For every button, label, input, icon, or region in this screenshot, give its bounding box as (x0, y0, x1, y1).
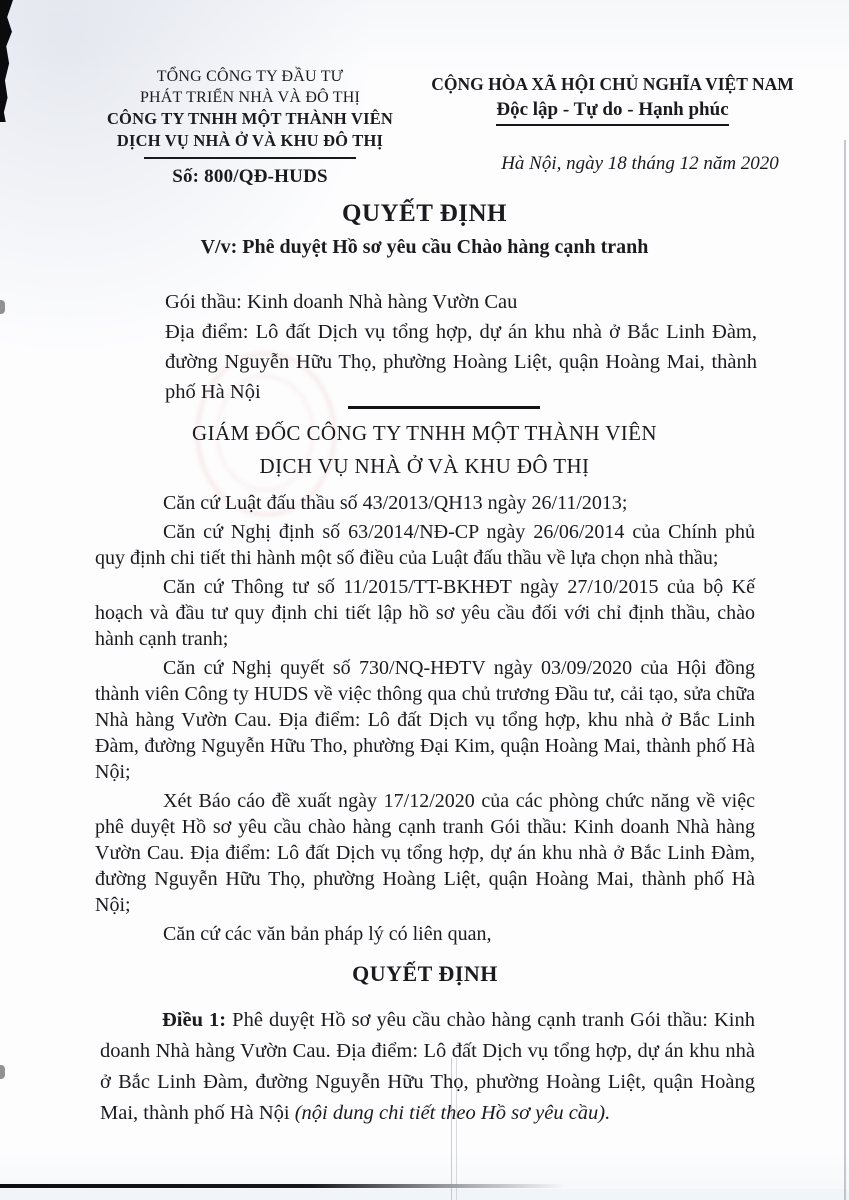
company-name: DỊCH VỤ NHÀ Ở VÀ KHU ĐÔ THỊ (116, 131, 384, 150)
document-title-block (0, 200, 849, 259)
article-1-label: Điều 1: (162, 1009, 227, 1031)
scan-edge-artifact (0, 300, 5, 314)
scan-edge-artifact (0, 1065, 5, 1079)
scan-edge-artifact (0, 0, 13, 122)
scan-edge-artifact (844, 140, 846, 1200)
article-1-text: Phê duyệt Hồ sơ yêu cầu chào hàng cạnh tranh Gói thầu: Kinh doanh Nhà hàng Vườn Cau. Địa điểm: Lô đất Dịch vụ tổng hợp, dự án khu nhà ở Bắc Linh Đàm, đường Nguyễn Hữu Thọ, phường Hoàng Liệt, quận Hoàng Mai, thành phố Hà Nội (100, 1009, 756, 1124)
recital-paragraph: Căn cứ Nghị quyết số 730/NQ-HĐTV ngày 03/09/2020 của Hội đồng thành viên Công ty HUDS về việc thông qua chủ trương Đầu tư, cải tạo, sửa chữa Nhà hàng Vườn Cau. Địa điểm: Lô đất Dịch vụ tổng hợp, khu nhà ở Bắc Linh Đàm, đường Nguyễn Hữu Tho, phường Đại Kim, quận Hoàng Mai, thành phố Hà Nội; (95, 657, 755, 783)
article-1-paragraph (100, 1005, 755, 1129)
parent-org-name: TỔNG CÔNG TY ĐẦU TƯ (156, 68, 344, 85)
scan-bottom-band (0, 1189, 849, 1200)
section-divider-line (348, 406, 540, 409)
issuer-heading-line: DỊCH VỤ NHÀ Ở VÀ KHU ĐÔ THỊ (259, 454, 590, 478)
company-name: CÔNG TY TNHH MỘT THÀNH VIÊN (106, 109, 394, 128)
bid-package-block (165, 287, 757, 407)
document-body (95, 490, 755, 1129)
scan-bottom-line-artifact (0, 1184, 565, 1188)
issuer-heading (0, 417, 849, 483)
place-and-date: Hà Nội, ngày 18 tháng 12 năm 2020 (501, 153, 779, 174)
national-motto: Độc lập - Tự do - Hạnh phúc (496, 99, 728, 126)
recital-paragraph: Căn cứ Thông tư số 11/2015/TT-BKHĐT ngày 27/10/2015 của bộ Kế hoạch và đầu tư quy định chi tiết lập hồ sơ yêu cầu đối với chỉ định thầu, chào hành cạnh tranh; (95, 576, 755, 650)
parent-org-name: PHÁT TRIỂN NHÀ VÀ ĐÔ THỊ (139, 89, 361, 106)
recital-paragraph: Căn cứ các văn bản pháp lý có liên quan, (163, 923, 492, 945)
recital-paragraph: Căn cứ Luật đấu thầu số 43/2013/QH13 ngày 26/11/2013; (163, 492, 628, 514)
issuer-heading-line: GIÁM ĐỐC CÔNG TY TNHH MỘT THÀNH VIÊN (192, 421, 657, 445)
document-title: QUYẾT ĐỊNH (342, 200, 507, 227)
document-number: Số: 800/QĐ-HUDS (172, 166, 328, 187)
article-1-note: (nội dung chi tiết theo Hồ sơ yêu cầu). (294, 1102, 611, 1124)
recital-paragraph: Căn cứ Nghị định số 63/2014/NĐ-CP ngày 26/06/2014 của Chính phủ quy định chi tiết thi hành một số điều của Luật đấu thầu về lựa chọn nhà thầu; (95, 521, 755, 569)
header-underline (144, 157, 356, 159)
document-subtitle: V/v: Phê duyệt Hồ sơ yêu cầu Chào hàng cạnh tranh (200, 236, 649, 258)
recital-paragraph: Xét Báo cáo đề xuất ngày 17/12/2020 của các phòng chức năng về việc phê duyệt Hồ sơ yêu cầu chào hàng cạnh tranh Gói thầu: Kinh doanh Nhà hàng Vườn Cau. Địa điểm: Lô đất Dịch vụ tổng hợp, dự án khu nhà ở Bắc Linh Đàm, đường Nguyễn Hữu Thọ, phường Hoàng Liệt, quận Hoàng Mai, thành phố Hà Nội; (95, 790, 755, 916)
bid-package-name: Gói thầu: Kinh doanh Nhà hàng Vườn Cau (165, 291, 518, 313)
national-header-block (420, 72, 805, 175)
national-title: CỘNG HÒA XÃ HỘI CHỦ NGHĨA VIỆT NAM (431, 74, 794, 94)
decision-heading: QUYẾT ĐỊNH (352, 961, 498, 986)
issuing-organization-block (85, 66, 415, 187)
bid-package-location: Địa điểm: Lô đất Dịch vụ tổng hợp, dự án khu nhà ở Bắc Linh Đàm, đường Nguyễn Hữu Thọ, phường Hoàng Liệt, quận Hoàng Mai, thành phố Hà Nội (165, 321, 757, 403)
